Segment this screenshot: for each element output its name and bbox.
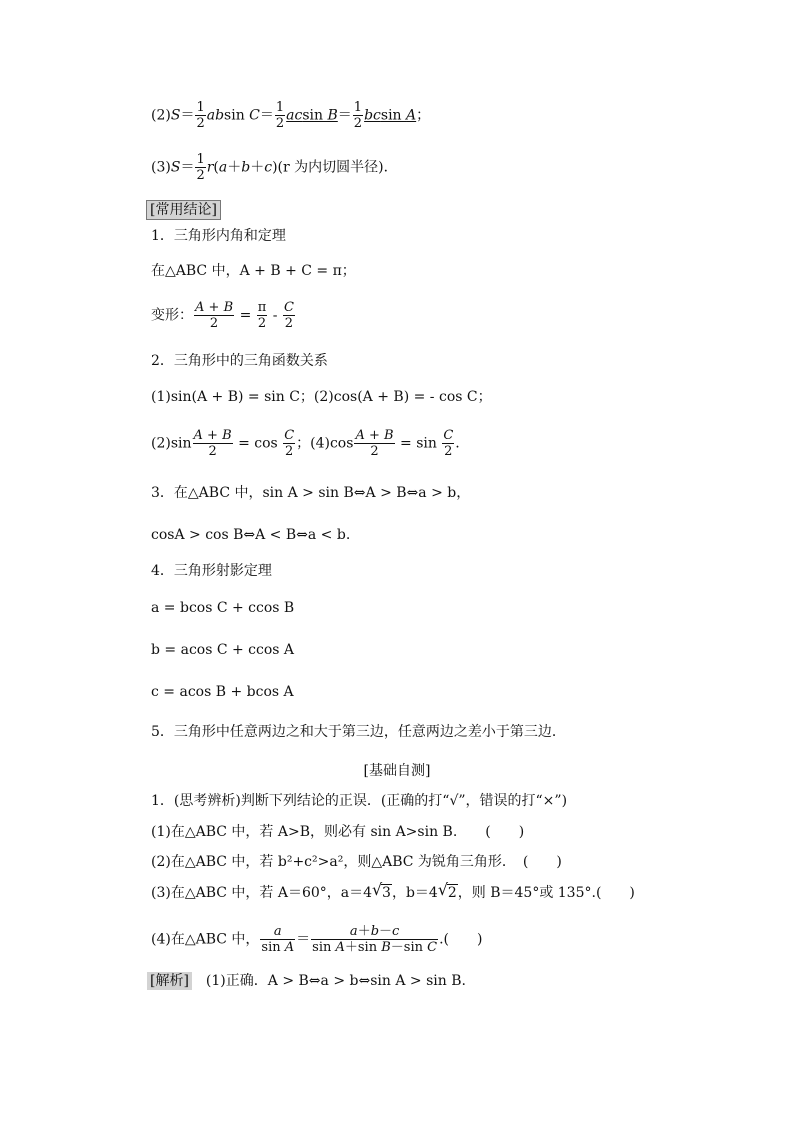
fraction-a-plus-b-over-2: $\frac{A + B}{2}$ (355, 428, 394, 459)
fraction-a-plus-b-over-2: $\frac{A + B}{2}$ (195, 300, 234, 331)
conclusion-2-title: 2．三角形中的三角函数关系 (151, 353, 328, 369)
sqrt-2: √ 2 (437, 880, 457, 901)
fraction-a-over-sina: $\frac{a}{\text{sin A}}$ (261, 924, 295, 955)
conclusion-1-title: 1．三角形内角和定理 (151, 228, 286, 244)
analysis-tag: [解析] (147, 972, 192, 990)
question-1-part-4: (4)在△ABC 中， $\frac{a}{\text{sin A}}$ ＝ $\frac{a+b-c}{\text{sin A＋sin B－sin C}}$ .( ) (151, 924, 483, 955)
conclusion-1-line1: 在△ABC 中，A + B + C = π； (151, 263, 356, 279)
self-test-header: [基础自测] (363, 763, 431, 779)
area-formula-3: (3)S＝ $\frac{1}{2}$ r(a＋b＋c)(r 为内切圆半径)． (151, 152, 398, 183)
conclusion-4-title: 4．三角形射影定理 (151, 563, 272, 579)
fraction-half: $\frac{1}{2}$ (196, 152, 205, 183)
sqrt-3: √ 3 (372, 880, 391, 901)
fraction-a-plus-b-over-2: $\frac{A + B}{2}$ (193, 428, 232, 459)
conclusion-3-line1: 3．在△ABC 中，sin A > sin B⇔A > B⇔a > b， (151, 485, 471, 501)
fraction-c-over-2: $\frac{C}{2}$ (284, 428, 295, 459)
fraction-half: $\frac{1}{2}$ (196, 100, 205, 131)
question-1-part-2: (2)在△ABC 中，若 b²+c²>a²，则△ABC 为锐角三角形． ( ) (151, 854, 562, 870)
analysis-line: [解析] (1)正确．A > B⇔a > b⇔sin A > sin B. (147, 972, 466, 990)
conclusion-3-line2: cosA > cos B⇔A < B⇔a < b. (151, 527, 351, 543)
question-1-part-1: (1)在△ABC 中，若 A>B，则必有 sin A>sin B. ( ) (151, 824, 525, 840)
fraction-half: $\frac{1}{2}$ (275, 100, 285, 131)
fraction-c-over-2: $\frac{C}{2}$ (443, 428, 454, 459)
conclusion-5: 5．三角形中任意两边之和大于第三边，任意两边之差小于第三边． (151, 724, 566, 740)
fraction-half: $\frac{1}{2}$ (353, 100, 363, 131)
fraction-c-over-2: $\frac{C}{2}$ (283, 300, 294, 331)
conclusion-1-line2: 变形： $\frac{A + B}{2}$ = $\frac{\pi}{2}$ - $\frac{C}{2}$ (151, 300, 294, 331)
fraction-sum-over-sines: $\frac{a+b-c}{\text{sin A＋sin B－sin C}}$ (312, 924, 438, 955)
conclusion-4-eq3: c = acos B + bcos A (151, 684, 294, 700)
conclusion-4-eq1: a = bcos C + ccos B (151, 600, 295, 616)
fraction-pi-over-2: $\frac{\pi}{2}$ (257, 300, 267, 331)
question-1-part-3: (3)在△ABC 中，若 A＝60°，a＝4 √ 3，b＝4 √ 2，则 B＝45°或 135°.( ) (151, 880, 635, 901)
conclusion-4-eq2: b = acos C + ccos A (151, 642, 295, 658)
conclusions-tag: [常用结论] (147, 201, 220, 219)
conclusion-2-line1: (1)sin(A + B) = sin C；(2)cos(A + B) = - cos C； (151, 389, 492, 405)
conclusion-2-line2: (2)sin $\frac{A + B}{2}$ = cos $\frac{C}{2}$ ；(4)cos $\frac{A + B}{2}$ = sin $\frac{C}{2}$ . (151, 428, 460, 459)
question-1: 1．(思考辨析)判断下列结论的正误．(正确的打“√”，错误的打“×”) (151, 793, 568, 809)
area-formula-2: (2)S＝ $\frac{1}{2}$ absin C＝ $\frac{1}{2}$ acsin B＝ $\frac{1}{2}$ bcsin A； (151, 100, 431, 131)
